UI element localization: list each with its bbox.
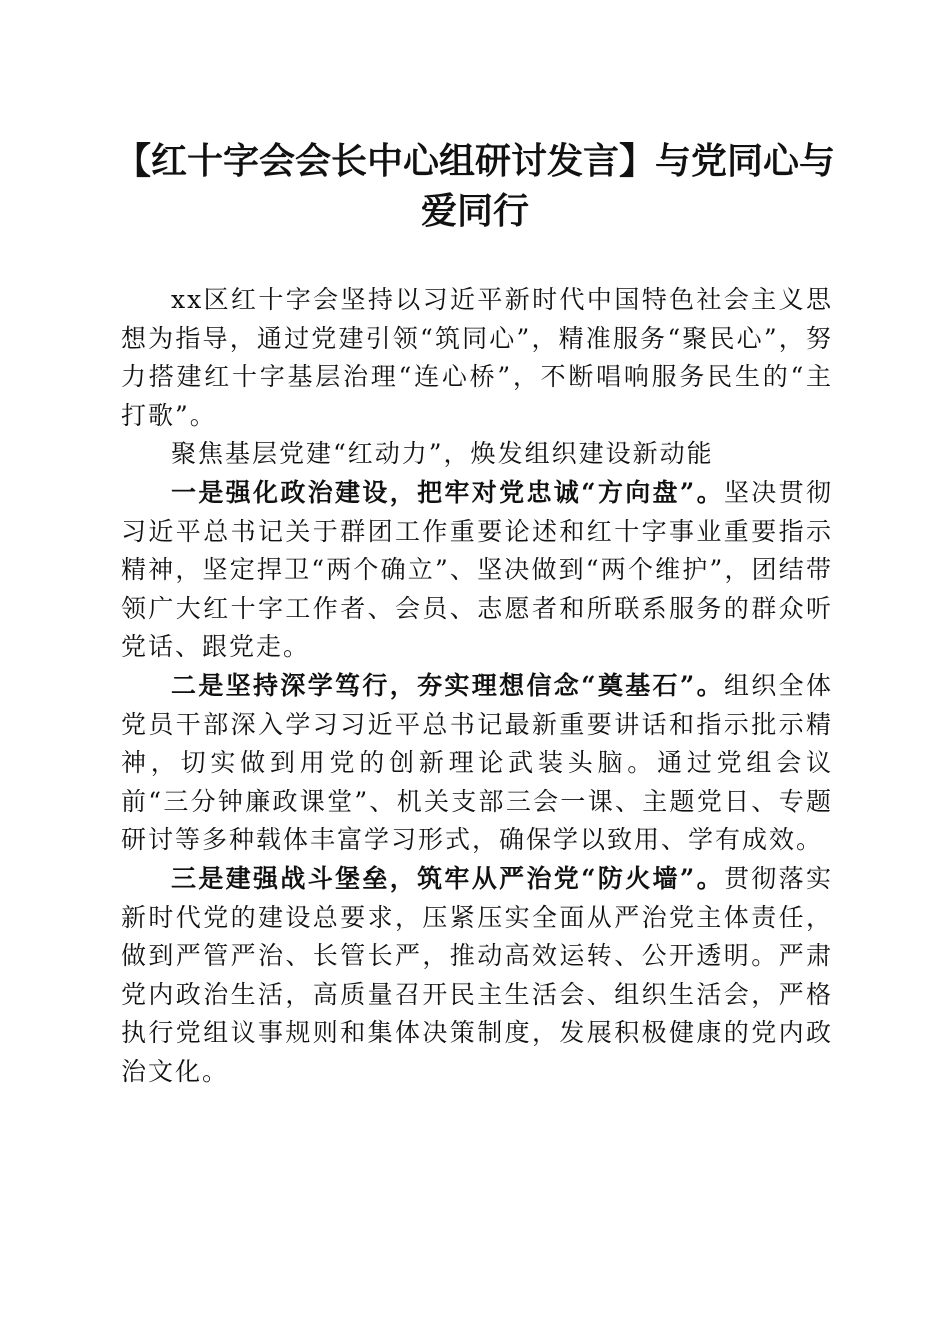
paragraph-lead: 一是强化政治建设，把牢对党忠诚“方向盘”。 — [171, 477, 724, 507]
paragraph-text: 聚焦基层党建“红动力”，焕发组织建设新动能 — [171, 439, 714, 469]
paragraph-lead: 三是建强战斗堡垒，筑牢从严治党“防火墙”。 — [171, 863, 724, 893]
paragraph-lead: 二是坚持深学笃行，夯实理想信念“奠基石”。 — [171, 670, 724, 700]
document-body — [121, 281, 833, 1091]
paragraph-text: 坚决贯彻习近平总书记关于群团工作重要论述和红十字事业重要指示精神，坚定捍卫“两个确立”、坚决做到“两个维护”，团结带领广大红十字工作者、会员、志愿者和所联系服务的群众听党话、跟党走。 — [121, 477, 833, 662]
section-heading — [121, 435, 833, 474]
paragraph-point-2 — [121, 667, 833, 860]
paragraph-text: 贯彻落实新时代党的建设总要求，压紧压实全面从严治党主体责任，做到严管严治、长管长严，推动高效运转、公开透明。严肃党内政治生活，高质量召开民主生活会、组织生活会，严格执行党组议事规则和集体决策制度，发展积极健康的党内政治文化。 — [121, 863, 833, 1086]
paragraph-text: 组织全体党员干部深入学习习近平总书记最新重要讲话和指示批示精神，切实做到用党的创新理论武装头脑。通过党组会议前“三分钟廉政课堂”、机关支部三会一课、主题党日、专题研讨等多种载体丰富学习形式，确保学以致用、学有成效。 — [121, 670, 833, 855]
paragraph-intro — [121, 281, 833, 435]
paragraph-point-3 — [121, 860, 833, 1092]
paragraph-text: xx区红十字会坚持以习近平新时代中国特色社会主义思想为指导，通过党建引领“筑同心”，精准服务“聚民心”，努力搭建红十字基层治理“连心桥”，不断唱响服务民生的“主打歌”。 — [121, 285, 833, 430]
paragraph-point-1 — [121, 474, 833, 667]
document-title: 【红十字会会长中心组研讨发言】与党同心与爱同行 — [114, 140, 835, 232]
